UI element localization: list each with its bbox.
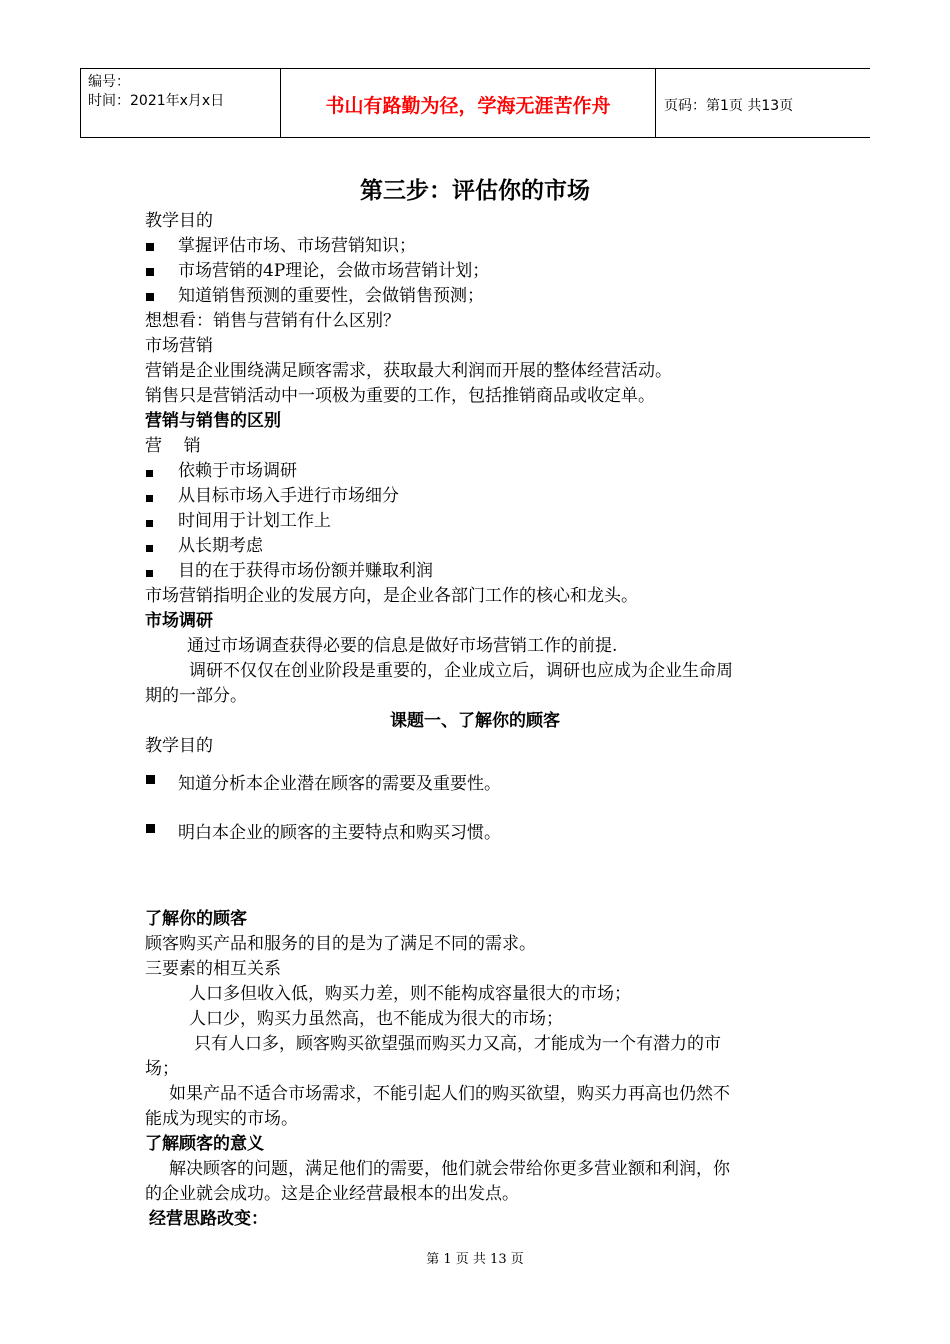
- know-customer-heading: 了解你的顾客: [145, 909, 247, 929]
- marketing-label: 市场营销: [145, 336, 213, 356]
- header-page-info: 页码：第1页 共13页: [664, 98, 794, 114]
- document-header: [80, 68, 870, 138]
- factor-line-4-cont: 能成为现实的市场。: [145, 1109, 298, 1129]
- direction-text: 市场营销指明企业的发展方向，是企业各部门工作的核心和龙头。: [145, 586, 638, 606]
- bullet-square-icon: [146, 495, 153, 502]
- factor-line-2: 人口少，购买力虽然高，也不能成为很大的市场；: [189, 1009, 563, 1029]
- lesson-title: 课题一、了解你的顾客: [390, 711, 560, 731]
- bullet-square-icon: [146, 470, 153, 477]
- factor-line-3: 只有人口多，顾客购买欲望强而购买力又高，才能成为一个有潜力的市: [194, 1034, 721, 1054]
- objective-label: 教学目的: [145, 211, 213, 231]
- factor-line-4: 如果产品不适合市场需求，不能引起人们的购买欲望，购买力再高也仍然不: [169, 1084, 730, 1104]
- header-motto: 书山有路勤为径，学海无涯苦作舟: [325, 95, 611, 117]
- think-question: 想想看：销售与营销有什么区别？: [145, 311, 400, 331]
- research-paragraph-1: 通过市场调查获得必要的信息是做好市场营销工作的前提.: [187, 636, 618, 656]
- research-paragraph-2: 调研不仅仅在创业阶段是重要的，企业成立后，调研也应成为企业生命周: [189, 661, 733, 681]
- research-paragraph-2-cont: 期的一部分。: [145, 686, 247, 706]
- bullet-square-icon: [146, 545, 153, 552]
- meaning-text-cont: 的企业就会成功。这是企业经营最根本的出发点。: [145, 1184, 519, 1204]
- page-title: 第三步：评估你的市场: [360, 178, 590, 204]
- three-factors-label: 三要素的相互关系: [145, 959, 281, 979]
- sales-definition: 销售只是营销活动中一项极为重要的工作，包括推销商品或收定单。: [145, 386, 655, 406]
- factor-line-1: 人口多但收入低，购买力差，则不能构成容量很大的市场；: [189, 984, 631, 1004]
- lesson-objective-label: 教学目的: [145, 736, 213, 756]
- header-meta: [88, 73, 224, 111]
- marketing-definition: 营销是企业围绕满足顾客需求，获取最大利润而开展的整体经营活动。: [145, 361, 672, 381]
- research-heading: 市场调研: [145, 611, 213, 631]
- yingxiao-label: 营 销: [145, 436, 201, 456]
- bullet-square-icon: [146, 268, 154, 276]
- bullet-square-icon: [146, 520, 153, 527]
- header-number: 编号：: [88, 74, 130, 90]
- bullet-square-icon: [146, 293, 154, 301]
- change-heading: 经营思路改变：: [149, 1209, 268, 1229]
- page-footer: 第 1 页 共 13 页: [426, 1252, 524, 1267]
- bullet-square-icon: [146, 775, 155, 784]
- bullet-square-icon: [146, 570, 153, 577]
- bullet-square-icon: [146, 824, 155, 833]
- diff-heading: 营销与销售的区别: [145, 411, 281, 431]
- bullet-square-icon: [146, 243, 154, 251]
- meaning-heading: 了解顾客的意义: [145, 1134, 264, 1154]
- header-time: 时间：2021年x月x日: [88, 93, 225, 109]
- header-border-left: [80, 69, 81, 137]
- know-customer-text: 顾客购买产品和服务的目的是为了满足不同的需求。: [145, 934, 536, 954]
- meaning-text: 解决顾客的问题，满足他们的需要，他们就会带给你更多营业额和利润，你: [169, 1159, 730, 1179]
- factor-line-3-cont: 场；: [145, 1059, 179, 1079]
